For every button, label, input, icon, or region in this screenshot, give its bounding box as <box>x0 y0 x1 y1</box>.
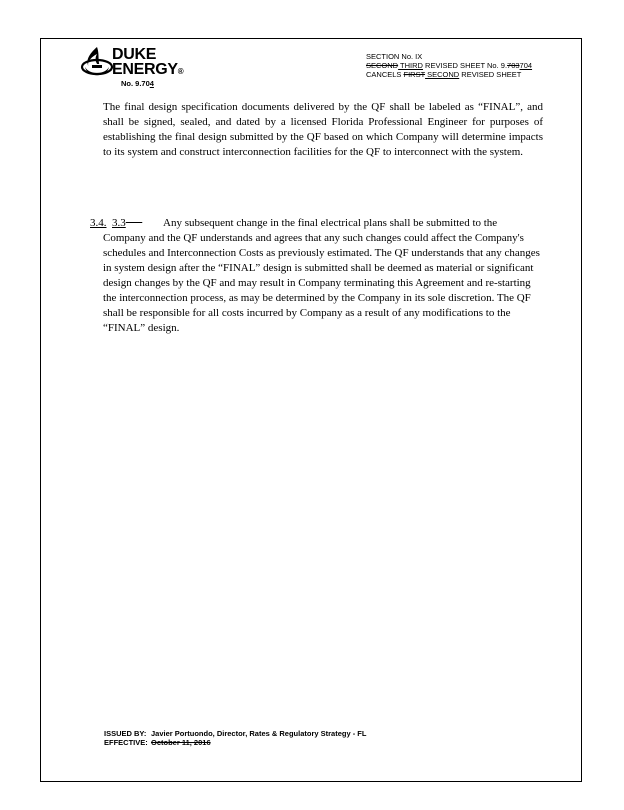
duke-energy-logo <box>80 45 200 95</box>
issued-by-label: ISSUED BY: <box>104 729 147 738</box>
cancels-sheet-line <box>366 70 532 79</box>
effective-date: October 11, 2016 <box>151 738 211 747</box>
paragraph-final-design: The final design specification documents delivered by the QF shall be labeled as “FINAL”, and shall be signed, sealed, and dated by a licensed Florida Professional Engineer for purposes of establishing the final design submitted by the QF based on which Company will determine impacts to its system and construct interconnection facilities for the QF to interconnect with the system. <box>103 101 543 158</box>
struck-revision: SECOND <box>366 61 399 70</box>
inserted-sheet-number: 704 <box>519 61 533 70</box>
effective-line <box>104 738 366 747</box>
logo-sheet-number <box>121 79 154 88</box>
footer <box>104 729 366 747</box>
logo-wordmark <box>112 47 183 79</box>
old-paragraph-number: 3.3 <box>112 217 126 229</box>
struck-cancels-revision: FIRST <box>403 70 426 79</box>
inserted-revision: THIRD <box>398 61 423 70</box>
new-paragraph-number: 3.4. <box>90 217 107 229</box>
registered-mark: ® <box>177 67 184 76</box>
section-number: SECTION No. IX <box>366 52 423 61</box>
logo-line2: ENERGY <box>112 61 178 78</box>
logo-sheet-number-prefix: No. 9.70 <box>121 79 150 88</box>
revised-sheet-text: REVISED SHEET No. 9. <box>422 61 508 70</box>
issued-by-line <box>104 729 366 738</box>
issued-by-value: Javier Portuondo, Director, Rates & Regulatory Strategy - FL <box>151 729 367 738</box>
cancels-end-text: REVISED SHEET <box>459 70 522 79</box>
logo-sheet-number-suffix: 4 <box>149 79 154 88</box>
duke-energy-flame-icon <box>80 45 114 81</box>
logo-line1: DUKE <box>112 46 157 63</box>
inserted-cancels-revision: SECOND <box>425 70 460 79</box>
paragraph-subsequent-change: Any subsequent change in the final electrical plans shall be submitted to the Company and the QF understands and agrees that any such changes could affect the Company's schedules and Interconnection Costs as previously estimated. The QF understands that any changes in system design after the “FINAL” design is submitted shall be deemed as material or significant design changes by the QF and may result in Company terminating this Agreement and re-starting the interconnection process, as may be determined by the Company in its sole discretion. The QF shall be responsible for all costs incurred by Company as a result of any modifications to the “FINAL” design. <box>103 217 540 334</box>
sheet-info <box>366 52 532 79</box>
revised-sheet-line <box>366 61 532 70</box>
cancels-text: CANCELS <box>366 70 404 79</box>
struck-sheet-number: 703 <box>507 61 520 70</box>
effective-label: EFFECTIVE: <box>104 738 148 747</box>
